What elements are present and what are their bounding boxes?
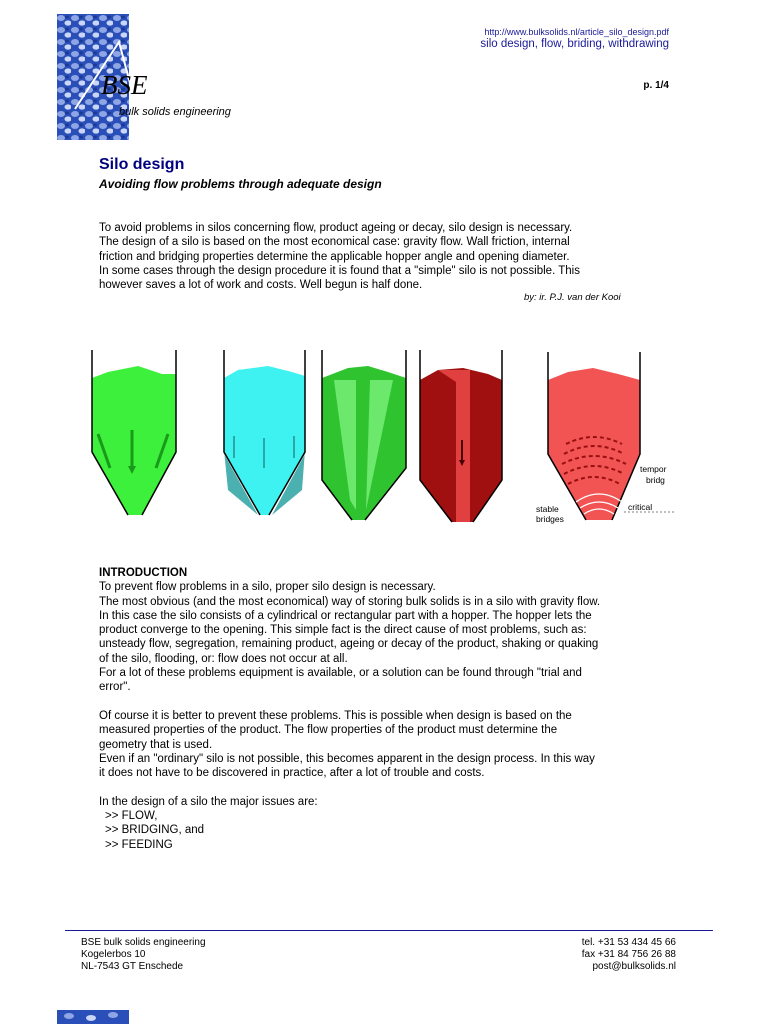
footer-contact bbox=[520, 937, 676, 973]
para-line: In this case the silo consists of a cylindrical or rectangular part with a hopper. The hopper lets the bbox=[99, 609, 592, 622]
silo-mass-flow bbox=[92, 350, 176, 515]
label-critical: critical bbox=[628, 502, 653, 512]
intro-line: friction and bridging properties determine the applicable hopper angle and opening diameter. bbox=[99, 250, 570, 263]
logo-tagline: bulk solids engineering bbox=[119, 106, 231, 118]
logo-text: BSE bbox=[101, 70, 148, 100]
para-line: Even if an "ordinary" silo is not possible, this becomes apparent in the design process. In this way bbox=[99, 752, 595, 765]
intro-line: The design of a silo is based on the most economical case: gravity flow. Wall friction, internal bbox=[99, 236, 570, 249]
header-subject: silo design, flow, briding, withdrawing bbox=[480, 38, 669, 50]
issue-feeding: >> FEEDING bbox=[105, 838, 173, 851]
issue-flow: >> FLOW, bbox=[105, 810, 158, 823]
intro-line: In some cases through the design procedure it is found that a "simple" silo is not possible. This bbox=[99, 264, 580, 277]
para-line: measured properties of the product. The flow properties of the product must determine the bbox=[99, 724, 558, 737]
intro-line: however saves a lot of work and costs. Well begun is half done. bbox=[99, 279, 423, 292]
silo-funnel-flow-cyan bbox=[224, 350, 305, 515]
footer-address bbox=[81, 937, 206, 973]
next-page-edge bbox=[57, 1010, 768, 1024]
para-line: error". bbox=[99, 681, 131, 694]
silo-illustrations bbox=[88, 350, 678, 530]
silo-pipe-flow-red bbox=[420, 350, 502, 522]
label-tempor: tempor bbox=[640, 464, 667, 474]
byline: by: ir. P.J. van der Kooi bbox=[524, 292, 621, 303]
article-title: Silo design bbox=[99, 156, 185, 173]
label-bridges: bridges bbox=[536, 514, 564, 524]
para-line: Of course it is better to prevent these problems. This is possible when design is based on the bbox=[99, 709, 572, 722]
bse-logo bbox=[57, 14, 247, 140]
para-line: product converge to the opening. This simple fact is the direct cause of most problems, such as: bbox=[99, 624, 587, 637]
intro-line: To avoid problems in silos concerning flow, product ageing or decay, silo design is necessary. bbox=[99, 222, 573, 234]
para-line: To prevent flow problems in a silo, proper silo design is necessary. bbox=[99, 581, 436, 594]
para-line: it does not have to be discovered in practice, after a lot of trouble and costs. bbox=[99, 767, 485, 780]
footer-fax: fax +31 84 756 26 88 bbox=[581, 949, 676, 960]
next-page-logo-strip bbox=[57, 1010, 768, 1024]
silo-bridging-red bbox=[548, 352, 676, 520]
para-line: The most obvious (and the most economical) way of storing bulk solids is in a silo with gravity flow. bbox=[99, 595, 601, 608]
para-line: of the silo, flooding, or: flow does not occur at all. bbox=[99, 652, 348, 665]
logo-graphic bbox=[57, 14, 247, 140]
footer-street: Kogelerbos 10 bbox=[81, 949, 146, 960]
footer-company: BSE bulk solids engineering bbox=[81, 937, 206, 948]
silo-flow-figure bbox=[88, 350, 678, 530]
header-url[interactable]: http://www.bulksolids.nl/article_silo_design.pdf bbox=[484, 27, 669, 37]
para-line: geometry that is used. bbox=[99, 738, 213, 751]
footer-email[interactable]: post@bulksolids.nl bbox=[592, 961, 676, 972]
issue-bridging: >> BRIDGING, and bbox=[105, 824, 205, 837]
label-bridg: bridg bbox=[646, 475, 665, 485]
section-heading: INTRODUCTION bbox=[99, 567, 188, 579]
page-number: p. 1/4 bbox=[643, 80, 669, 91]
para-line: In the design of a silo the major issues are: bbox=[99, 795, 318, 808]
para-line: For a lot of these problems equipment is available, or a solution can be found through "trial and bbox=[99, 667, 582, 680]
article-subtitle: Avoiding flow problems through adequate design bbox=[99, 177, 382, 191]
footer-tel: tel. +31 53 434 45 66 bbox=[581, 937, 676, 948]
para-line: unsteady flow, segregation, remaining product, ageing or decay of the product, shaking or quaking bbox=[99, 638, 599, 651]
introduction-section bbox=[99, 566, 699, 852]
label-stable: stable bbox=[536, 504, 559, 514]
intro-paragraph bbox=[99, 221, 699, 292]
footer-divider bbox=[65, 930, 713, 931]
footer-city: NL-7543 GT Enschede bbox=[81, 961, 184, 972]
silo-core-flow-green bbox=[322, 350, 406, 520]
